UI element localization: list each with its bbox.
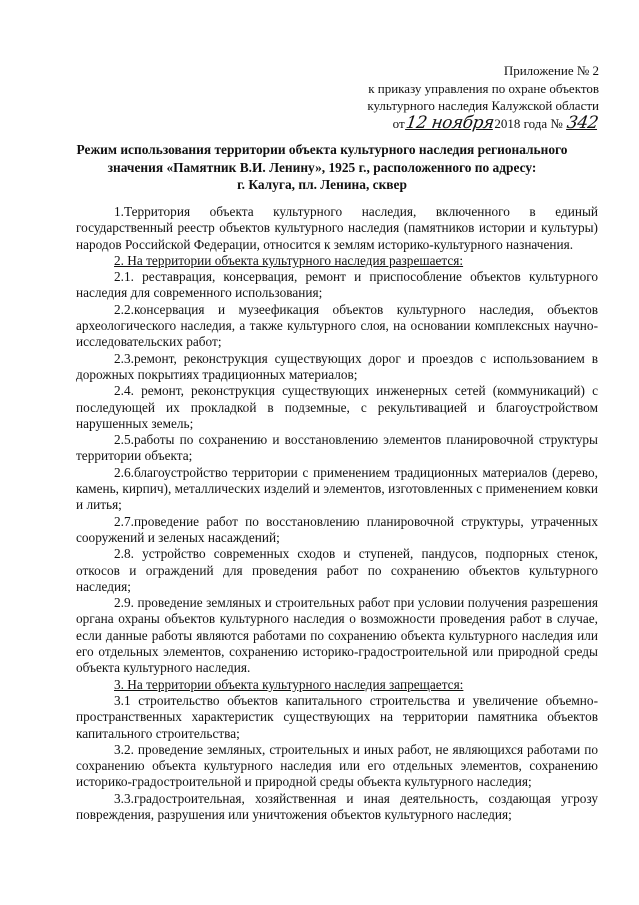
paragraph: 2.7.проведение работ по восстановлению планировочной структуры, утраченных сооружений и зеленых насаждений; — [76, 513, 598, 545]
paragraph: 2.5.работы по сохранению и восстановлению элементов планировочной структуры территории объекта; — [76, 432, 598, 464]
paragraph: 2.9. проведение земляных и строительных работ при условии получения разрешения органа охраны объектов культурного наследия о возможности проведения работ в случае, если данные работы являются работами по сохранению объекта культурного наследия или его отдельных элементов, сохранению историко-градостроительной или природной среды объекта культурного наследия. — [76, 595, 598, 676]
section-heading: 3. На территории объекта культурного наследия запрещается: — [114, 676, 464, 692]
annex-number: Приложение № 2 — [503, 63, 599, 78]
paragraph: 2.3.ремонт, реконструкция существующих дорог и проездов с использованием в дорожных покрытиях традиционных материалов; — [76, 350, 598, 382]
annex-date-line — [309, 112, 600, 133]
paragraph: 2.1. реставрация, консервация, ремонт и приспособление объектов культурного наследия для современного использования; — [76, 269, 598, 301]
paragraph: 3.3.градостроительная, хозяйственная и иная деятельность, создающая угрозу повреждения, разрушения или уничтожения объектов культурного наследия; — [76, 790, 598, 822]
paragraph: 3.2. проведение земляных, строительных и иных работ, не являющихся работами по сохранению объекта культурного наследия или его отдельных элементов, сохранению историко-градостроительной и природной среды объекта культурного наследия; — [76, 741, 598, 790]
date-prefix: от — [392, 115, 405, 131]
title-line-1: Режим использования территории объекта культурного наследия регионального — [76, 142, 568, 157]
paragraph: 3.1 строительство объектов капитального строительства и увеличение объемно-пространственных характеристик существующих на территории памятника объектов капитального строительства; — [76, 692, 598, 741]
paragraph: 2.4. ремонт, реконструкция существующих инженерных сетей (коммуникаций) с последующей их прокладкой в подземные, с рекультивацией и благоустройством нарушенных земель; — [76, 383, 598, 431]
annex-block — [309, 62, 599, 132]
handwritten-order-number: 342 — [565, 112, 600, 133]
paragraph: 2.8. устройство современных сходов и ступеней, пандусов, подпорных стенок, откосов и ограждений для проведения работ по сохранению объектов культурного наследия; — [76, 546, 598, 594]
date-suffix: 2018 года № — [494, 115, 563, 131]
title-line-2: значения «Памятник В.И. Ленину», 1925 г., расположенного по адресу: — [107, 159, 537, 175]
title-line-3: г. Калуга, пл. Ленина, сквер — [237, 177, 407, 192]
annex-authority: культурного наследия Калужской области — [367, 98, 599, 113]
paragraph: 1.Территория объекта культурного наследия, включенного в единый государственный реестр объектов культурного наследия (памятников истории и культуры) народов Российской Федерации, относится к землям историко-культурного назначения. — [76, 204, 598, 252]
paragraph: 2.2.консервация и музеефикация объектов культурного наследия, объектов археологического наследия, а также культурного слоя, на основании комплексных научно-исследовательских работ; — [76, 301, 598, 350]
annex-order-ref: к приказу управления по охране объектов — [368, 80, 599, 96]
handwritten-date: 12 ноября — [404, 112, 495, 133]
paragraph: 2.6.благоустройство территории с применением традиционных материалов (дерево, камень, кирпич), металлических изделий и элементов, изготовленных с применением ковки и литья; — [76, 464, 598, 513]
section-heading: 2. На территории объекта культурного наследия разрешается: — [114, 252, 464, 268]
document-title — [45, 141, 599, 194]
document-body — [76, 204, 598, 823]
